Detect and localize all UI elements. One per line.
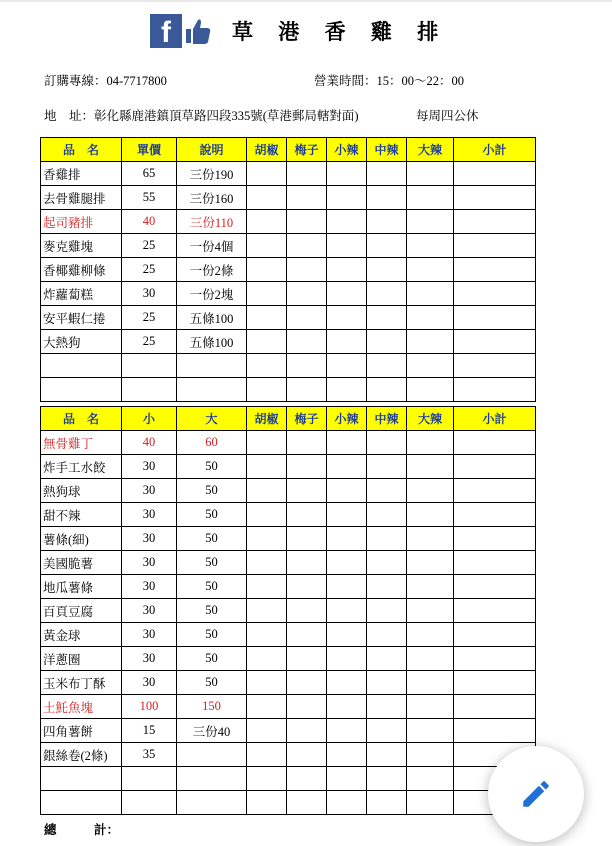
column-header: 說明 — [177, 138, 247, 162]
order-cell — [454, 719, 536, 743]
order-cell — [247, 719, 287, 743]
item-price: 25 — [122, 258, 177, 282]
item-price — [122, 354, 177, 378]
order-cell — [247, 258, 287, 282]
order-cell — [367, 647, 407, 671]
order-cell — [327, 186, 367, 210]
item-large: 三份40 — [177, 719, 247, 743]
item-name: 洋蔥圈 — [41, 647, 122, 671]
address-info: 地 址：彰化縣鹿港鎮頂草路四段335號(草港郵局轄對面) — [44, 109, 359, 123]
order-cell — [327, 575, 367, 599]
order-cell — [407, 258, 454, 282]
item-large — [177, 791, 247, 815]
item-small: 30 — [122, 551, 177, 575]
column-header: 大辣 — [407, 407, 454, 431]
order-cell — [327, 455, 367, 479]
order-cell — [367, 234, 407, 258]
item-note: 五條100 — [177, 330, 247, 354]
order-cell — [407, 503, 454, 527]
order-cell — [367, 575, 407, 599]
order-cell — [287, 282, 327, 306]
order-cell — [287, 743, 327, 767]
column-header: 小辣 — [327, 407, 367, 431]
item-small: 30 — [122, 479, 177, 503]
item-small: 30 — [122, 647, 177, 671]
order-cell — [367, 527, 407, 551]
order-cell — [407, 623, 454, 647]
item-large: 60 — [177, 431, 247, 455]
table-header-row — [41, 407, 536, 431]
order-cell — [407, 162, 454, 186]
thumbs-up-icon — [184, 16, 212, 46]
item-large — [177, 743, 247, 767]
column-header: 小計 — [454, 407, 536, 431]
order-cell — [367, 378, 407, 402]
order-cell — [287, 671, 327, 695]
table-row — [41, 282, 536, 306]
item-name: 香椰雞柳條 — [41, 258, 122, 282]
order-cell — [287, 162, 327, 186]
table-row — [41, 234, 536, 258]
order-cell — [407, 354, 454, 378]
column-header: 中辣 — [367, 138, 407, 162]
item-name — [41, 378, 122, 402]
order-cell — [407, 186, 454, 210]
item-note: 三份190 — [177, 162, 247, 186]
item-small: 30 — [122, 575, 177, 599]
order-cell — [327, 719, 367, 743]
table-row — [41, 527, 536, 551]
table-row — [41, 623, 536, 647]
item-note: 三份110 — [177, 210, 247, 234]
item-name: 安平蝦仁捲 — [41, 306, 122, 330]
order-cell — [287, 234, 327, 258]
table-row — [41, 330, 536, 354]
column-header: 胡椒 — [247, 138, 287, 162]
table-row — [41, 599, 536, 623]
order-cell — [247, 378, 287, 402]
order-cell — [367, 599, 407, 623]
item-note: 五條100 — [177, 306, 247, 330]
order-cell — [327, 527, 367, 551]
order-cell — [327, 767, 367, 791]
order-cell — [454, 162, 536, 186]
order-cell — [247, 743, 287, 767]
column-header: 品 名 — [41, 407, 122, 431]
item-name: 起司豬排 — [41, 210, 122, 234]
order-cell — [247, 671, 287, 695]
order-cell — [327, 306, 367, 330]
item-small — [122, 791, 177, 815]
order-cell — [454, 354, 536, 378]
order-cell — [287, 354, 327, 378]
item-large: 50 — [177, 455, 247, 479]
order-cell — [327, 330, 367, 354]
table-row — [41, 258, 536, 282]
order-cell — [367, 503, 407, 527]
item-large: 50 — [177, 623, 247, 647]
order-cell — [367, 162, 407, 186]
order-cell — [454, 671, 536, 695]
column-header: 胡椒 — [247, 407, 287, 431]
column-header: 單價 — [122, 138, 177, 162]
item-price: 55 — [122, 186, 177, 210]
order-cell — [247, 282, 287, 306]
item-name: 無骨雞丁 — [41, 431, 122, 455]
item-price — [122, 378, 177, 402]
order-cell — [367, 623, 407, 647]
order-cell — [367, 330, 407, 354]
closed-day-info: 每周四公休 — [416, 109, 479, 123]
snack-items-table — [40, 406, 536, 815]
item-price: 30 — [122, 282, 177, 306]
table-row — [41, 743, 536, 767]
order-cell — [327, 599, 367, 623]
column-header: 小 — [122, 407, 177, 431]
item-large: 50 — [177, 551, 247, 575]
edit-fab-button[interactable] — [488, 746, 584, 842]
order-cell — [287, 479, 327, 503]
table-row — [41, 503, 536, 527]
order-cell — [367, 455, 407, 479]
order-cell — [454, 647, 536, 671]
order-cell — [367, 551, 407, 575]
item-large: 50 — [177, 575, 247, 599]
item-name: 四角薯餅 — [41, 719, 122, 743]
order-cell — [407, 767, 454, 791]
item-name: 美國脆薯 — [41, 551, 122, 575]
table-row — [41, 186, 536, 210]
order-cell — [247, 186, 287, 210]
order-cell — [287, 767, 327, 791]
order-cell — [327, 210, 367, 234]
item-small: 30 — [122, 599, 177, 623]
item-small: 30 — [122, 527, 177, 551]
column-header: 大辣 — [407, 138, 454, 162]
order-cell — [247, 575, 287, 599]
table-row — [41, 354, 536, 378]
pencil-icon — [519, 777, 553, 811]
order-cell — [287, 258, 327, 282]
order-cell — [407, 647, 454, 671]
order-cell — [454, 599, 536, 623]
table-row — [41, 695, 536, 719]
order-cell — [367, 282, 407, 306]
order-cell — [247, 306, 287, 330]
order-cell — [454, 623, 536, 647]
item-name — [41, 791, 122, 815]
order-cell — [287, 575, 327, 599]
order-cell — [287, 599, 327, 623]
order-cell — [327, 431, 367, 455]
order-cell — [454, 234, 536, 258]
order-cell — [327, 743, 367, 767]
order-cell — [327, 378, 367, 402]
table-row — [41, 431, 536, 455]
order-cell — [247, 210, 287, 234]
table-row — [41, 647, 536, 671]
column-header: 小計 — [454, 138, 536, 162]
order-cell — [287, 791, 327, 815]
item-large: 50 — [177, 527, 247, 551]
order-cell — [407, 743, 454, 767]
order-cell — [407, 719, 454, 743]
order-cell — [407, 671, 454, 695]
order-cell — [454, 479, 536, 503]
top-divider — [0, 0, 612, 2]
order-cell — [454, 210, 536, 234]
order-cell — [454, 186, 536, 210]
order-cell — [454, 695, 536, 719]
total-label: 總 計： — [44, 823, 120, 837]
order-cell — [287, 527, 327, 551]
order-cell — [367, 431, 407, 455]
order-cell — [454, 551, 536, 575]
hours-info: 營業時間：15：00～22：00 — [314, 74, 465, 88]
order-cell — [327, 503, 367, 527]
order-cell — [327, 791, 367, 815]
order-cell — [407, 599, 454, 623]
order-cell — [247, 162, 287, 186]
facebook-letter: f — [161, 16, 171, 49]
order-cell — [287, 186, 327, 210]
item-price: 65 — [122, 162, 177, 186]
order-cell — [287, 551, 327, 575]
order-cell — [407, 791, 454, 815]
table-row — [41, 575, 536, 599]
item-name: 土魠魚塊 — [41, 695, 122, 719]
item-name — [41, 354, 122, 378]
order-cell — [454, 282, 536, 306]
order-cell — [367, 767, 407, 791]
item-name: 熱狗球 — [41, 479, 122, 503]
item-price: 25 — [122, 330, 177, 354]
order-cell — [367, 671, 407, 695]
item-price: 40 — [122, 210, 177, 234]
order-cell — [454, 306, 536, 330]
order-cell — [247, 647, 287, 671]
order-cell — [367, 354, 407, 378]
facebook-logo-icon — [150, 14, 182, 48]
item-note — [177, 378, 247, 402]
order-cell — [454, 455, 536, 479]
order-cell — [247, 330, 287, 354]
order-cell — [454, 575, 536, 599]
order-cell — [247, 623, 287, 647]
order-cell — [287, 330, 327, 354]
order-cell — [287, 719, 327, 743]
order-cell — [407, 210, 454, 234]
item-small: 30 — [122, 623, 177, 647]
order-cell — [367, 186, 407, 210]
order-cell — [287, 378, 327, 402]
order-cell — [327, 623, 367, 647]
item-name: 炸手工水餃 — [41, 455, 122, 479]
order-cell — [247, 599, 287, 623]
item-name: 地瓜薯條 — [41, 575, 122, 599]
item-price: 25 — [122, 234, 177, 258]
order-cell — [287, 695, 327, 719]
order-cell — [327, 258, 367, 282]
order-cell — [247, 503, 287, 527]
menu-header — [150, 13, 447, 49]
order-cell — [407, 479, 454, 503]
fried-items-table — [40, 137, 536, 402]
order-cell — [327, 234, 367, 258]
column-header: 品 名 — [41, 138, 122, 162]
item-large: 150 — [177, 695, 247, 719]
order-cell — [287, 623, 327, 647]
item-small: 30 — [122, 503, 177, 527]
item-name: 炸蘿蔔糕 — [41, 282, 122, 306]
order-cell — [327, 647, 367, 671]
item-small: 15 — [122, 719, 177, 743]
item-small: 30 — [122, 455, 177, 479]
item-small — [122, 767, 177, 791]
order-cell — [407, 306, 454, 330]
order-cell — [454, 527, 536, 551]
item-large — [177, 767, 247, 791]
item-price: 25 — [122, 306, 177, 330]
order-cell — [247, 234, 287, 258]
order-cell — [247, 791, 287, 815]
item-large: 50 — [177, 647, 247, 671]
order-cell — [287, 503, 327, 527]
item-name: 麥克雞塊 — [41, 234, 122, 258]
table-row — [41, 791, 536, 815]
table-row — [41, 719, 536, 743]
order-cell — [287, 455, 327, 479]
order-cell — [407, 330, 454, 354]
table-row — [41, 162, 536, 186]
order-cell — [287, 306, 327, 330]
item-note — [177, 354, 247, 378]
order-cell — [407, 455, 454, 479]
item-small: 35 — [122, 743, 177, 767]
order-cell — [247, 354, 287, 378]
item-name: 薯條(細) — [41, 527, 122, 551]
item-name — [41, 767, 122, 791]
phone-info: 訂購專線：04-7717800 — [44, 74, 167, 88]
order-cell — [367, 743, 407, 767]
order-cell — [407, 575, 454, 599]
item-name: 大熱狗 — [41, 330, 122, 354]
order-cell — [367, 479, 407, 503]
column-header: 梅子 — [287, 138, 327, 162]
order-cell — [367, 719, 407, 743]
order-cell — [327, 671, 367, 695]
order-cell — [327, 695, 367, 719]
item-small: 30 — [122, 671, 177, 695]
table-header-row — [41, 138, 536, 162]
order-cell — [367, 210, 407, 234]
item-large: 50 — [177, 503, 247, 527]
order-cell — [287, 210, 327, 234]
order-cell — [367, 695, 407, 719]
order-cell — [247, 551, 287, 575]
order-cell — [367, 306, 407, 330]
table-row — [41, 767, 536, 791]
order-cell — [367, 258, 407, 282]
item-name: 甜不辣 — [41, 503, 122, 527]
item-large: 50 — [177, 599, 247, 623]
shop-title: 草 港 香 雞 排 — [232, 20, 448, 44]
order-cell — [454, 258, 536, 282]
order-cell — [247, 431, 287, 455]
column-header: 梅子 — [287, 407, 327, 431]
order-cell — [247, 479, 287, 503]
table-row — [41, 210, 536, 234]
item-large: 50 — [177, 479, 247, 503]
order-cell — [454, 503, 536, 527]
order-cell — [247, 455, 287, 479]
order-cell — [327, 479, 367, 503]
item-note: 三份160 — [177, 186, 247, 210]
order-cell — [287, 431, 327, 455]
order-cell — [407, 282, 454, 306]
item-name: 黃金球 — [41, 623, 122, 647]
order-cell — [327, 551, 367, 575]
item-note: 一份2條 — [177, 258, 247, 282]
order-cell — [247, 527, 287, 551]
order-cell — [327, 282, 367, 306]
item-name: 銀絲卷(2條) — [41, 743, 122, 767]
order-cell — [247, 767, 287, 791]
column-header: 大 — [177, 407, 247, 431]
table-row — [41, 306, 536, 330]
order-cell — [407, 431, 454, 455]
order-cell — [247, 695, 287, 719]
order-cell — [287, 647, 327, 671]
table-row — [41, 455, 536, 479]
order-cell — [454, 378, 536, 402]
order-cell — [407, 527, 454, 551]
order-cell — [407, 695, 454, 719]
item-large: 50 — [177, 671, 247, 695]
item-name: 香雞排 — [41, 162, 122, 186]
table-row — [41, 378, 536, 402]
order-cell — [407, 378, 454, 402]
item-note: 一份2塊 — [177, 282, 247, 306]
order-cell — [454, 330, 536, 354]
order-cell — [454, 431, 536, 455]
column-header: 小辣 — [327, 138, 367, 162]
order-cell — [407, 551, 454, 575]
item-name: 去骨雞腿排 — [41, 186, 122, 210]
table-row — [41, 671, 536, 695]
table-row — [41, 479, 536, 503]
item-small: 100 — [122, 695, 177, 719]
item-note: 一份4個 — [177, 234, 247, 258]
item-name: 百頁豆腐 — [41, 599, 122, 623]
order-cell — [407, 234, 454, 258]
order-cell — [327, 162, 367, 186]
order-cell — [327, 354, 367, 378]
order-cell — [367, 791, 407, 815]
table-row — [41, 551, 536, 575]
column-header: 中辣 — [367, 407, 407, 431]
item-name: 玉米布丁酥 — [41, 671, 122, 695]
item-small: 40 — [122, 431, 177, 455]
